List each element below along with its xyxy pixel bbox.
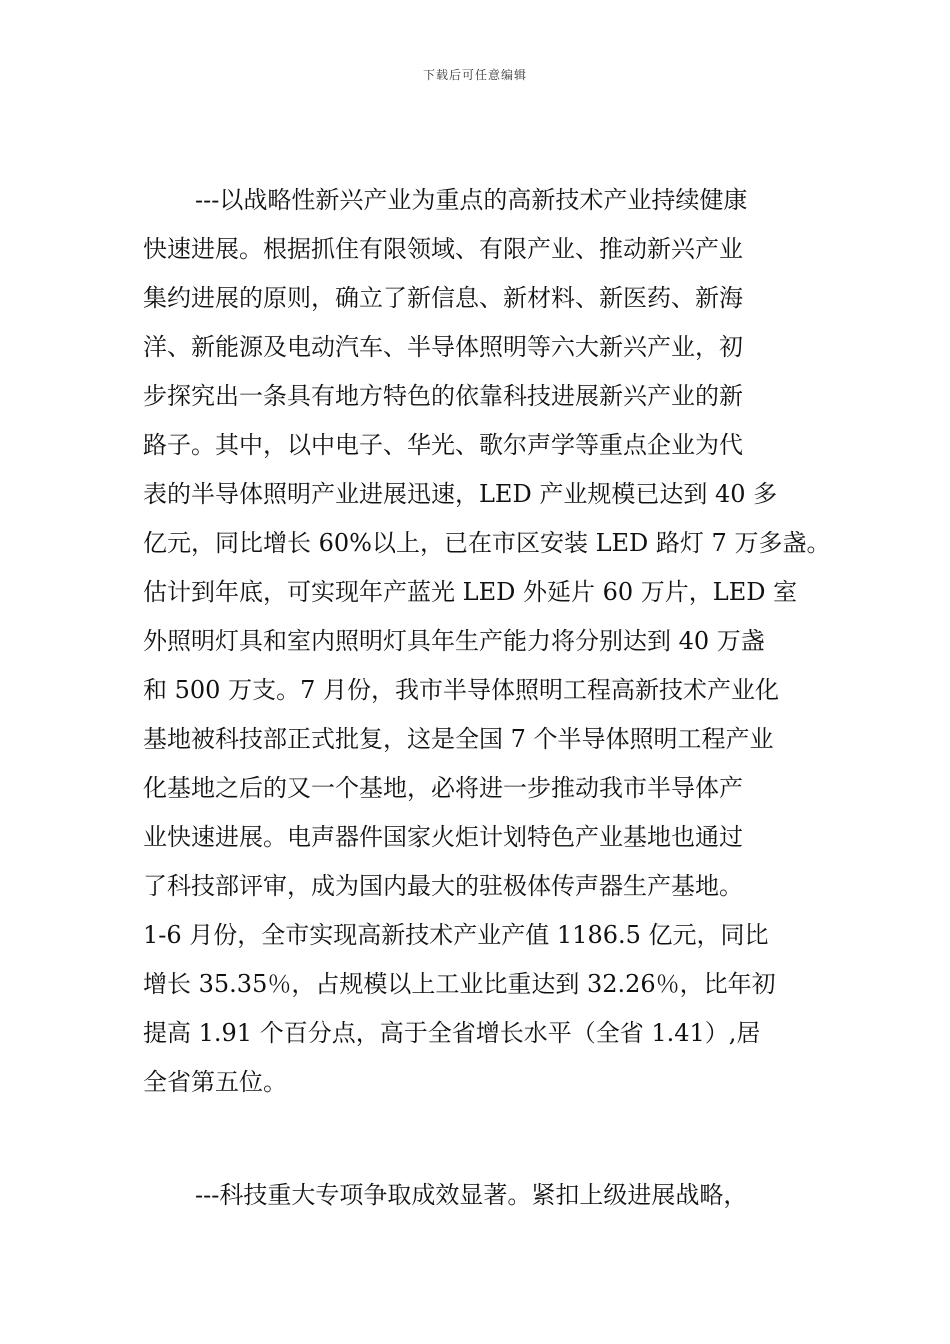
paragraph-line: 业快速进展。电声器件国家火炬计划特色产业基地也通过 (143, 823, 743, 851)
paragraph-line: 和 500 万支。7 月份，我市半导体照明工程高新技术产业化 (143, 676, 779, 704)
paragraph-line: 快速进展。根据抓住有限领域、有限产业、推动新兴产业 (143, 235, 743, 263)
paragraph-line: ---以战略性新兴产业为重点的高新技术产业持续健康 (195, 186, 748, 214)
paragraph-line: 步探究出一条具有地方特色的依靠科技进展新兴产业的新 (143, 382, 743, 410)
page-header-note: 下载后可任意编辑 (422, 68, 527, 82)
paragraph-line: 全省第五位。 (143, 1068, 287, 1096)
paragraph-line: 基地被科技部正式批复，这是全国 7 个半导体照明工程产业 (143, 725, 774, 753)
paragraph-major-projects (143, 1171, 813, 1220)
paragraph-line: ---科技重大专项争取成效显著。紧扣上级进展战略， (195, 1181, 748, 1209)
paragraph-line: 估计到年底，可实现年产蓝光 LED 外延片 60 万片，LED 室 (143, 578, 798, 606)
paragraph-line: 1-6 月份，全市实现高新技术产业产值 1186.5 亿元，同比 (143, 921, 769, 949)
paragraph-high-tech-industry (143, 176, 831, 1107)
paragraph-line: 增长 35.35％，占规模以上工业比重达到 32.26％，比年初 (143, 970, 776, 998)
paragraph-line: 集约进展的原则，确立了新信息、新材料、新医药、新海 (143, 284, 743, 312)
paragraph-line: 提高 1.91 个百分点，高于全省增长水平（全省 1.41）,居 (143, 1019, 761, 1047)
paragraph-line: 表的半导体照明产业进展迅速，LED 产业规模已达到 40 多 (143, 480, 778, 508)
paragraph-line: 化基地之后的又一个基地，必将进一步推动我市半导体产 (143, 774, 743, 802)
paragraph-line: 了科技部评审，成为国内最大的驻极体传声器生产基地。 (143, 872, 743, 900)
paragraph-line: 洋、新能源及电动汽车、半导体照明等六大新兴产业，初 (143, 333, 743, 361)
paragraph-line: 亿元，同比增长 60%以上，已在市区安装 LED 路灯 7 万多盏。 (143, 529, 831, 557)
paragraph-line: 外照明灯具和室内照明灯具年生产能力将分别达到 40 万盏 (143, 627, 765, 655)
paragraph-line: 路子。其中，以中电子、华光、歌尔声学等重点企业为代 (143, 431, 743, 459)
